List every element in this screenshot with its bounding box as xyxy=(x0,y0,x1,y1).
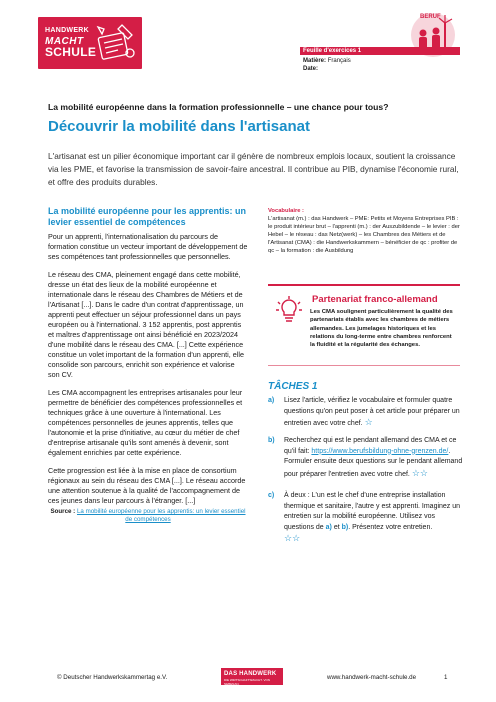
das-handwerk-logo xyxy=(221,668,283,685)
article-paragraph: Cette progression est liée à la mise en place de consortium régionaux au sein du réseau des CMA [...]. Le réseau accorde une attention soutenue à la qualité de l'accompagnement de ces jeunes dans leur parcours à l'étranger. [...] xyxy=(48,466,246,505)
vocabulary-heading: Vocabulaire : xyxy=(268,208,304,214)
difficulty-star-icon: ☆ xyxy=(364,417,373,427)
intro-paragraph: L'artisanat est un pilier économique important car il génère de nombreux emplois locaux, soutient la croissance via les PME, et favorise la transmission de savoir-faire ancestral. Il contribue au PIB, dynamise l'économie rural, et offre des produits durables. xyxy=(48,151,459,187)
article-paragraph: Pour un apprenti, l'internationalisation du parcours de formation constitue un vecteur important de développement de ses compétences tant professionnelles que personnelles. xyxy=(48,232,248,261)
page-number: 1 xyxy=(444,674,448,681)
task-item-b xyxy=(268,436,464,480)
tasks-heading: TÂCHES 1 xyxy=(268,381,318,392)
task-text: . Formuler ensuite deux questions sur le pendant allemand pour préparer l'entretien avec votre chef. xyxy=(284,447,463,478)
article-source xyxy=(48,508,248,524)
task-text: Lisez l'article, vérifiez le vocabulaire et formuler quatre questions qu'on peut poser à cet article pour préparer un entretien avec votre chef. xyxy=(284,397,460,427)
logo-line-3: SCHULE xyxy=(45,45,97,59)
partnership-box xyxy=(268,284,460,366)
footer-logo-tagline: DIE WIRTSCHAFTSMACHT. VON NEBENAN. xyxy=(224,678,270,686)
task-ref-a: a) xyxy=(325,523,332,531)
logo-line-1: HANDWERK xyxy=(45,27,90,34)
page-title: Découvrir la mobilité dans l'artisanat xyxy=(48,118,310,135)
source-label: Source : xyxy=(50,508,76,515)
task-ref-b: b) xyxy=(341,523,349,531)
task-letter: c) xyxy=(268,492,275,499)
logo-line-2: MACHT xyxy=(45,36,84,47)
difficulty-star-icon: ☆☆ xyxy=(284,533,301,543)
article-paragraph: Les CMA accompagnent les entreprises artisanales pour leur permettre de bénéficier des compétences professionnelles et techniques grâce à une ouverture à l'international. Les compétences personnelles de jeunes apprentis, telles que l'autonomie et la prise d'initiative, au cœur du métier de chef d'entreprise artisanale qu'ils sont amenés à devenir, sont également enrichies par cette expérience. xyxy=(48,388,243,457)
partnership-text: Les CMA soulignent particulièrement la qualité des partenariats établis avec les chambres de métiers allemandes. Les jumelages historiques et les relations du long-terme entre chambres renforcent la fluidité et la régularité des échanges. xyxy=(310,309,453,349)
berufsbildung-link[interactable]: https://www.berufsbildung-ohne-grenzen.de/ xyxy=(311,447,449,455)
subject-label: Matière: xyxy=(303,58,327,64)
task-item-a xyxy=(268,396,464,430)
partnership-title: Partenariat franco-allemand xyxy=(312,294,438,305)
task-text: . Présentez votre entretien. xyxy=(348,523,433,531)
task-text: À deux : L'un est le chef d'une entreprise installation thermique et sanitaire, l'autre y est apprenti. Imaginez un entretien sur la mobilité européenne. Utilisez vos questions de xyxy=(284,492,461,531)
article-heading: La mobilité européenne pour les apprentis: un levier essentiel de compétences xyxy=(48,206,247,227)
footer-copyright: © Deutscher Handwerkskammertag e.V. xyxy=(57,674,168,681)
article-column xyxy=(48,206,248,524)
task-text: Recherchez qui est le pendant allemand des CMA et ce qu'il fait: xyxy=(284,437,457,455)
badge-label: BERUF xyxy=(420,14,441,20)
vocabulary-body: L'artisanat (m.) : das Handwerk – PME: Petits et Moyens Entreprises PIB : le produit intérieur brut – l'apprenti (m.) : der Auszubildende – le levier : der Hebel – le réseau : das Netz(werk) – les Chambres des Métiers et de l'Artisanat (CMA) : die Handwerkskammern – bénéficier de qc : profiter de qc – la formation : die Ausbildung xyxy=(268,216,460,255)
difficulty-star-icon: ☆☆ xyxy=(411,467,428,478)
subject-line xyxy=(303,58,351,65)
date-line xyxy=(303,66,318,73)
task-letter: a) xyxy=(268,397,275,404)
footer-url[interactable]: www.handwerk-macht-schule.de xyxy=(327,674,417,681)
date-label: Date: xyxy=(303,66,319,72)
tools-illustration-icon xyxy=(92,21,138,65)
task-text: et xyxy=(331,523,342,531)
worksheet-label-bar: Feuille d'exercices 1 xyxy=(300,47,460,55)
worksheet-subtitle: La mobilité européenne dans la formation professionnelle – une chance pour tous? xyxy=(48,102,389,112)
article-paragraph: Le réseau des CMA, pleinement engagé dans cette mobilité, dresse un état des lieux de la mobilité européenne et internationale dans le réseau des Chambres de Métiers et de l'Artisanat [...]. Dans le cadre d'un contrat d'apprentissage, un apprenti peut effectuer un séjour professionnel dans un pays européen ou à l'international. 3 152 apprentis, post apprentis et maîtres d'apprentissage ont ainsi bénéficié en 2023/2024 d'une mobilité dans le réseau des CMA. [...] Cette expérience constitue un volet important de la formation d'un apprenti, elle consolide son parcours, enrichit son expérience et valorise son CV. xyxy=(48,270,244,379)
subject-value: Français xyxy=(327,58,351,64)
task-letter: b) xyxy=(268,437,275,444)
handwerk-macht-schule-logo xyxy=(38,17,142,69)
vocabulary-box xyxy=(268,207,464,256)
task-item-c xyxy=(268,491,464,546)
footer-logo-title: DAS HANDWERK xyxy=(224,671,277,677)
source-link[interactable]: La mobilité européenne pour les apprentis: un levier essentiel de compétences xyxy=(76,508,246,523)
